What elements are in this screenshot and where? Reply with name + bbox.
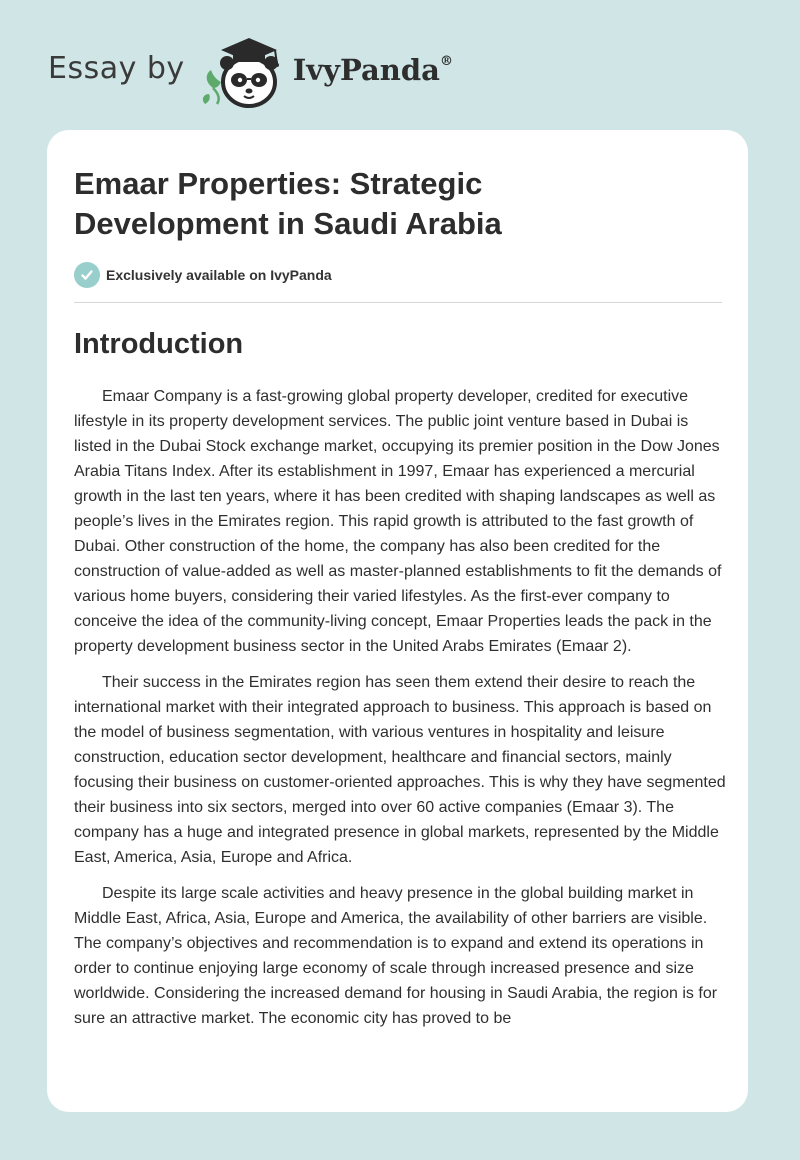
- site-header: [48, 30, 453, 110]
- exclusive-label: Exclusively available on IvyPanda: [106, 267, 332, 283]
- ivypanda-logo[interactable]: [199, 30, 291, 110]
- check-circle-icon: [74, 262, 100, 288]
- article-title: Emaar Properties: Strategic Development in Saudi Arabia: [74, 166, 502, 241]
- paragraph: Despite its large scale activities and heavy presence in the global building market in Middle East, Africa, Asia, Europe and America, the availability of other barriers are visible. The company’s objectives and recommendation is to expand and extend its operations in order to continue enjoying large economy of scale through increased presence and size worldwide. Considering the increased demand for housing in Saudi Arabia, the region is for sure an attractive market. The economic city has proved to be: [74, 885, 718, 1027]
- divider: [74, 302, 722, 303]
- panda-logo-icon: [199, 30, 291, 110]
- paragraph: Emaar Company is a fast-growing global property developer, credited for executive lifestyle in its property development services. The public joint venture based in Dubai is listed in the Dubai Stock exchange market, occupying its premier position in the Dow Jones Arabia Titans Index. After its establishment in 1997, Emaar has experienced a mercurial growth in the last ten years, where it has been credited with shaping landscapes as well as people’s lives in the Emirates region. This rapid growth is attributed to the fast growth of Dubai. Other construction of the home, the company has also been credited for the construction of value-added as well as master-planned establishments to fit the demands of various home buyers, considering their varied lifestyles. As the first-ever company to conceive the idea of the community-living concept, Emaar Properties leads the pack in the property development business sector in the United Arabs Emirates (Emaar 2).: [74, 388, 722, 655]
- ivy-leaf-icon: [203, 70, 221, 104]
- brand-name[interactable]: IvyPanda®: [292, 53, 453, 87]
- registered-mark: ®: [439, 54, 453, 70]
- article-card: [47, 130, 748, 1112]
- section-heading: Introduction: [74, 328, 244, 360]
- essay-by-label: Essay by: [48, 50, 185, 86]
- article-body: [74, 384, 726, 1042]
- exclusive-badge: [74, 262, 332, 288]
- paragraph: Their success in the Emirates region has seen them extend their desire to reach the international market with their integrated approach to business. This approach is based on the model of business segmentation, with various ventures in hospitality and leisure construction, education sector development, healthcare and financial sectors, mainly focusing their business on customer-oriented approaches. This is why they have segmented their business into six sectors, merged into over 60 active companies (Emaar 3). The company has a huge and integrated presence in global markets, represented by the Middle East, America, Asia, Europe and Africa.: [74, 674, 726, 866]
